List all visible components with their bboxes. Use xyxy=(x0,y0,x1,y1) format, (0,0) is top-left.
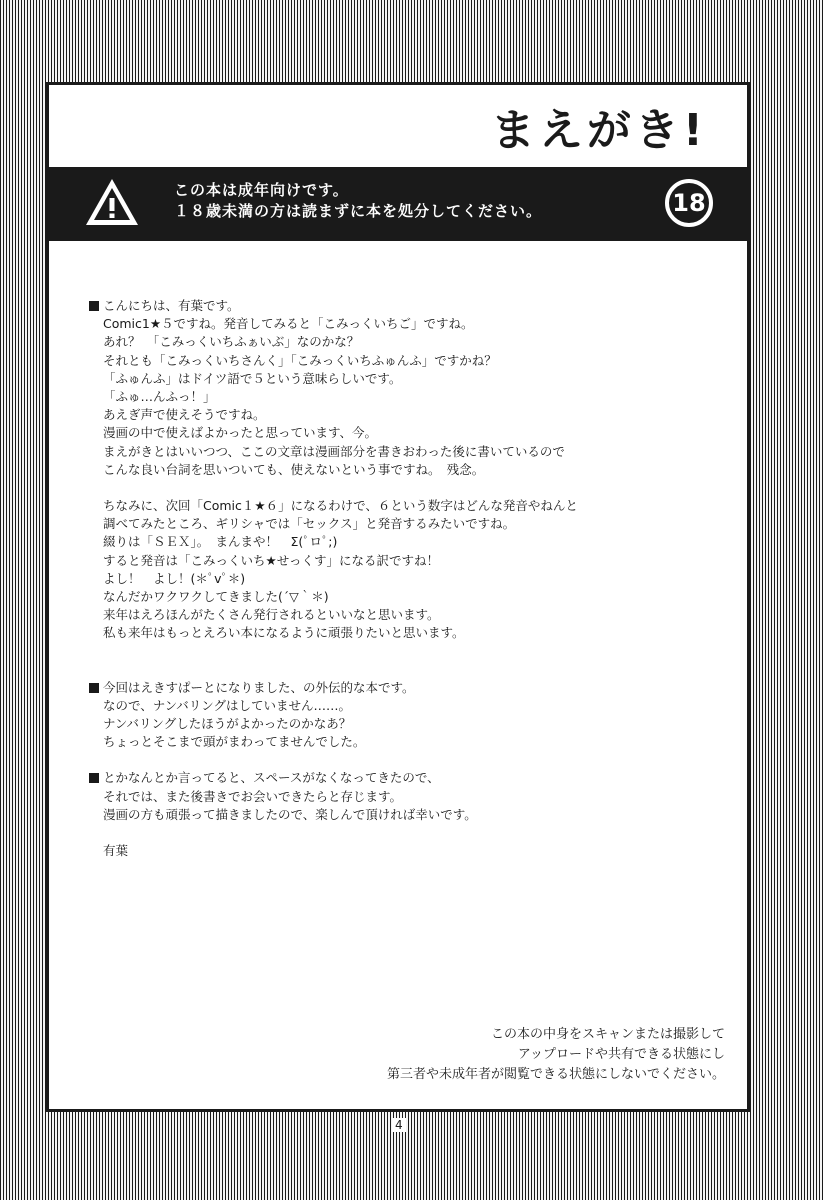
section-line: 漫画の方も頑張って描きましたので、楽しんで頂ければ幸いです。 xyxy=(103,806,477,822)
warning-text xyxy=(174,180,542,222)
warning-line-1: この本は成年向けです。 xyxy=(174,181,349,199)
section-line: あれ？ 「こみっくいちふぁいぶ」なのかな？ xyxy=(103,334,360,350)
adult-warning-banner xyxy=(49,167,747,241)
section-line: ちょっとそこまで頭がまわってませんでした。 xyxy=(103,734,366,750)
preface-section-2 xyxy=(89,497,729,643)
spacer xyxy=(89,751,729,769)
section-line: 私も来年はもっとえろい本になるように頑張りたいと思います。 xyxy=(103,625,465,641)
notice-line-1: この本の中身をスキャンまたは撮影して xyxy=(490,1027,725,1042)
copyright-notice xyxy=(387,1025,725,1085)
section-line: Comic1★５ですね。発音してみると「こみっくいちご」ですね。 xyxy=(103,316,474,332)
page-frame xyxy=(46,82,750,1112)
section-line: まえがきとはいいつつ、ここの文章は漫画部分を書きおわった後に書いているので xyxy=(103,443,565,459)
section-line: よし！ よし！(＊ﾟvﾟ＊) xyxy=(103,570,246,586)
preface-section-1 xyxy=(89,297,729,479)
section-line: 漫画の中で使えばよかったと思っています、今。 xyxy=(103,425,378,441)
preface-body xyxy=(89,297,729,860)
page-number: 4 xyxy=(392,1118,406,1132)
section-line: 今回はえきすぱーとになりました、の外伝的な本です。 xyxy=(89,679,729,697)
section-line: 来年はえろほんがたくさん発行されるといいなと思います。 xyxy=(103,607,440,623)
section-line: 「ふゅんふ」はドイツ語で５という意味らしいです。 xyxy=(103,370,402,386)
section-line: 調べてみたところ、ギリシャでは「セックス」と発音するみたいですね。 xyxy=(103,516,516,532)
warning-line-2: １８歳未満の方は読まずに本を処分してください。 xyxy=(174,202,543,220)
section-line: すると発音は「こみっくいち★せっくす」になる訳ですね！ xyxy=(103,552,439,568)
spacer xyxy=(89,643,729,679)
section-line: ナンバリングしたほうがよかったのかなあ？ xyxy=(103,716,352,732)
section-line: こんにちは、有葉です。 xyxy=(89,297,729,315)
section-line: ちなみに、次回「Comic１★６」になるわけで、６という数字はどんな発音やねんと xyxy=(103,498,578,514)
section-line: それでは、また後書きでお会いできたらと存じます。 xyxy=(103,788,403,804)
section-line: こんな良い台詞を思いついても、使えないという事ですね。 残念。 xyxy=(103,461,485,477)
section-line: なんだかワクワクしてきました(´▽｀＊) xyxy=(103,589,329,605)
notice-line-2: アップロードや共有できる状態にし xyxy=(517,1047,725,1062)
section-line: 「ふゅ…んふっ！」 xyxy=(103,389,216,405)
square-bullet-icon xyxy=(89,301,99,311)
author-signature: 有葉 xyxy=(103,843,129,859)
preface-section-4 xyxy=(89,769,729,824)
section-line: それとも「こみっくいちさんく」「こみっくいちふゅんふ」ですかね？ xyxy=(103,352,497,368)
page-title: まえがき! xyxy=(490,105,707,156)
warning-icon xyxy=(83,176,141,228)
section-line: あえぎ声で使えそうですね。 xyxy=(103,407,266,423)
section-line: なので、ナンバリングはしていません……。 xyxy=(103,697,352,713)
age-18-badge: 18 xyxy=(665,179,713,227)
spacer xyxy=(89,479,729,497)
square-bullet-icon xyxy=(89,773,99,783)
notice-line-3: 第三者や未成年者が閲覧できる状態にしないでください。 xyxy=(386,1067,725,1082)
square-bullet-icon xyxy=(89,683,99,693)
section-line: 綴りは「ＳＥＸ」。 まんまや！ Σ(ﾟロﾟ;) xyxy=(103,534,338,550)
preface-section-3 xyxy=(89,679,729,752)
section-line: とかなんとか言ってると、スペースがなくなってきたので、 xyxy=(89,769,729,787)
